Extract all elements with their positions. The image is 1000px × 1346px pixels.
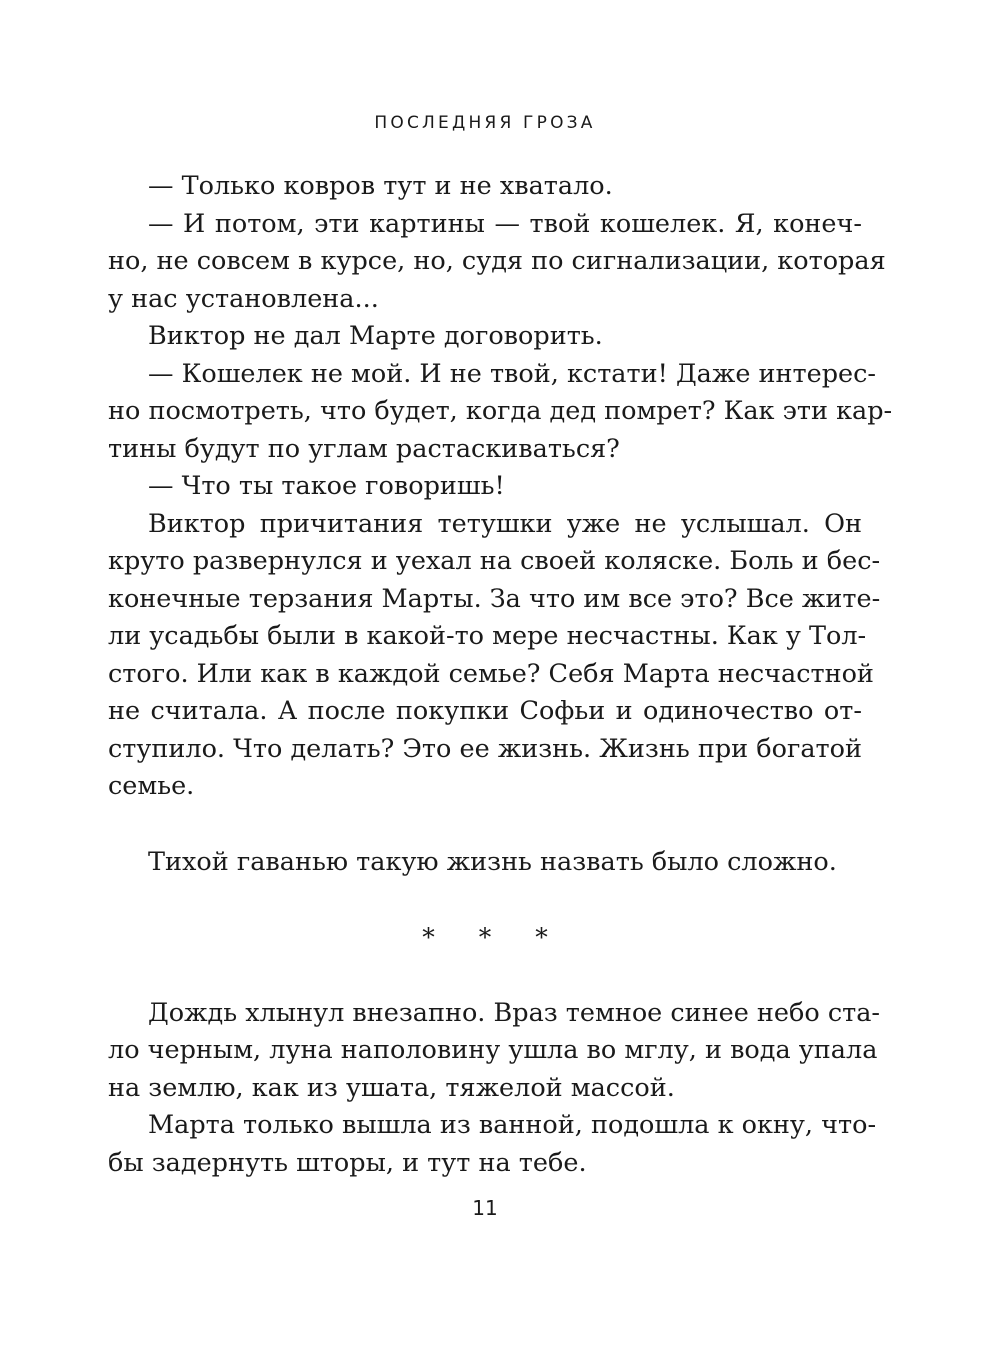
paragraph-line: Марта только вышла из ванной, подошла к окну, что-: [148, 1110, 877, 1140]
paragraph-line: ло черным, луна наполовину ушла во мглу, и вода упала: [108, 1035, 878, 1065]
paragraph-line: тины будут по углам растаскиваться?: [108, 433, 620, 464]
paragraph-line: — Кошелек не мой. И не твой, кстати! Даже интерес-: [148, 358, 877, 389]
running-head: ПОСЛЕДНЯЯ ГРОЗА: [374, 113, 596, 133]
paragraph-line: на землю, как из ушата, тяжелой массой.: [108, 1072, 675, 1103]
paragraph-line: семье.: [108, 771, 195, 801]
paragraph-line: Виктор не дал Марте договорить.: [148, 321, 603, 351]
paragraph-line: конечные терзания Марты. За что им все это? Все жите-: [108, 583, 881, 614]
paragraph-line: Виктор причитания тетушки уже не услышал. Он: [148, 508, 862, 539]
paragraph-line: не считала. А после покупки Софьи и одиночество от-: [108, 696, 862, 726]
paragraph-line: ли усадьбы были в какой-то мере несчастны. Как у Тол-: [108, 621, 867, 651]
paragraph-line: — И потом, эти картины — твой кошелек. Я, конеч-: [148, 208, 862, 239]
paragraph-line: круто развернулся и уехал на своей коляске. Боль и бес-: [108, 546, 881, 576]
paragraph-line: ступило. Что делать? Это ее жизнь. Жизнь при богатой: [108, 733, 862, 764]
paragraph-line: у нас установлена...: [108, 283, 379, 314]
paragraph-line: стого. Или как в каждой семье? Себя Марта несчастной: [108, 658, 874, 689]
paragraph-line: — Что ты такое говоришь!: [148, 471, 505, 501]
paragraph-line: бы задернуть шторы, и тут на тебе.: [108, 1147, 587, 1178]
section-separator: * * *: [422, 923, 566, 952]
paragraph-line: Тихой гаванью такую жизнь назвать было сложно.: [148, 846, 837, 877]
paragraph-line: но, не совсем в курсе, но, судя по сигнализации, которая: [108, 246, 886, 276]
body-text: [108, 168, 893, 1182]
paragraph-line: но посмотреть, что будет, когда дед помрет? Как эти кар-: [108, 396, 893, 426]
paragraph-line: — Только ковров тут и не хватало.: [148, 171, 613, 201]
paragraph-line: Дождь хлынул внезапно. Враз темное синее небо ста-: [148, 997, 881, 1028]
page-number: 11: [472, 1196, 498, 1220]
